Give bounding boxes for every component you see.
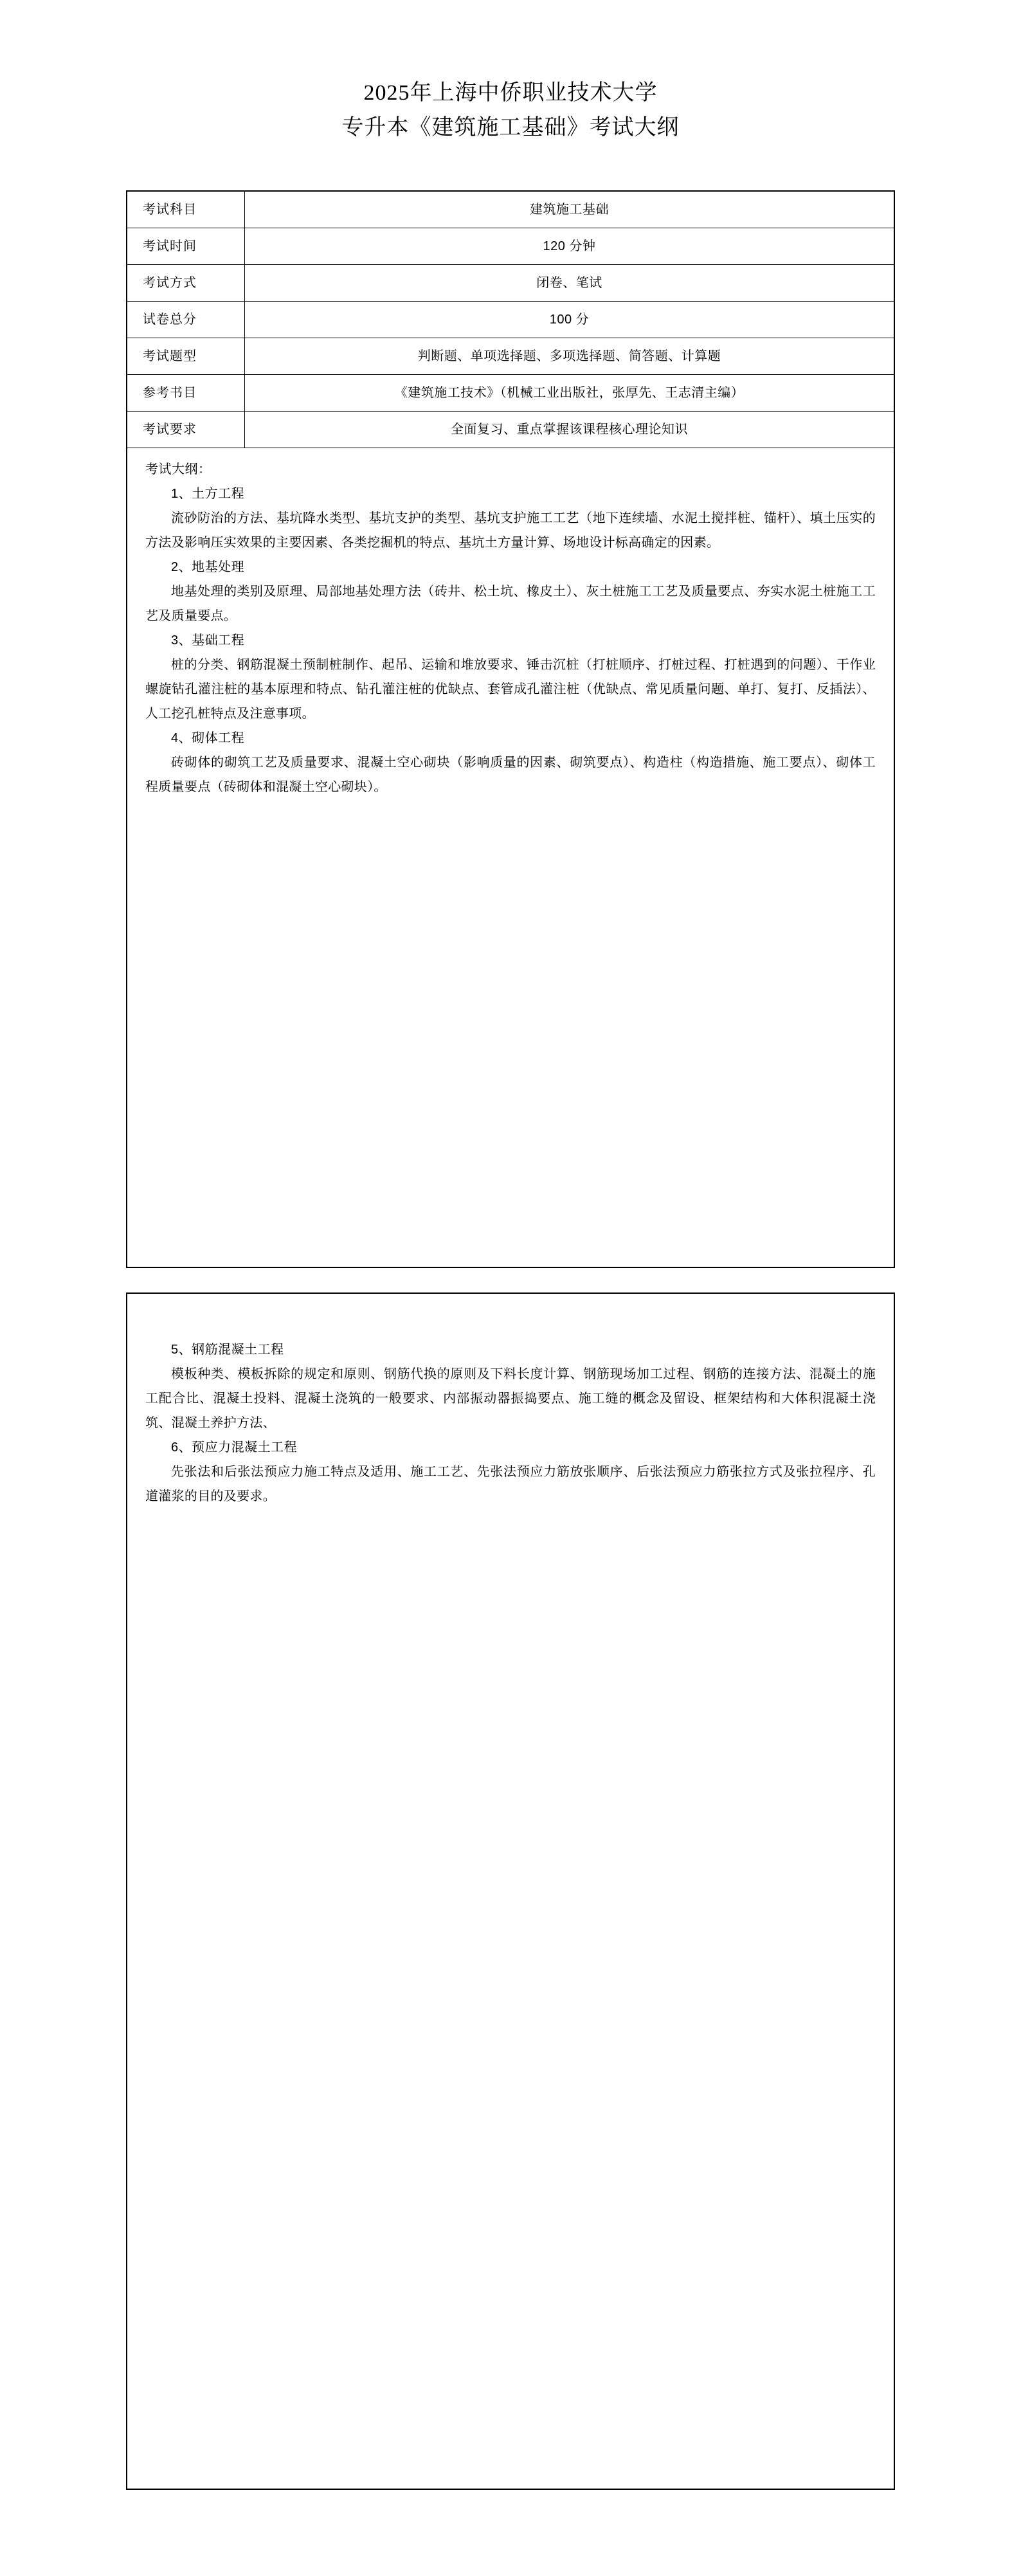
- table-row: [127, 265, 894, 302]
- table-row: [127, 228, 894, 265]
- section-heading-5: 5、钢筋混凝土工程: [171, 1343, 284, 1357]
- section-heading-1: 1、土方工程: [171, 487, 245, 501]
- exam-outline-body-page-2: [127, 1294, 894, 1515]
- info-label-question-types: 考试题型: [127, 338, 245, 375]
- info-label-duration: 考试时间: [127, 228, 245, 265]
- outline-heading: 考试大纲：: [145, 462, 212, 476]
- info-label-total-score: 试卷总分: [127, 302, 245, 338]
- exam-outline-body-page-1: [127, 448, 894, 806]
- section-heading-4: 4、砌体工程: [171, 731, 245, 745]
- section-body-2: 地基处理的类别及原理、局部地基处理方法（砖井、松土坑、橡皮土）、灰土桩施工工艺及质量要点、夯实水泥土桩施工工艺及质量要点。: [145, 585, 876, 623]
- info-value-requirement: 全面复习、重点掌握该课程核心理论知识: [245, 412, 894, 448]
- section-body-3: 桩的分类、钢筋混凝土预制桩制作、起吊、运输和堆放要求、锤击沉桩（打桩顺序、打桩过程、打桩遇到的问题）、干作业螺旋钻孔灌注桩的基本原理和特点、钻孔灌注桩的优缺点、套管成孔灌注桩（优缺点、常见质量问题、单打、复打、反插法）、人工挖孔桩特点及注意事项。: [145, 658, 876, 721]
- table-row: [127, 338, 894, 375]
- table-row: [127, 192, 894, 228]
- document-title-line-1: 2025年上海中侨职业技术大学: [363, 81, 658, 105]
- table-row: [127, 302, 894, 338]
- section-heading-6: 6、预应力混凝土工程: [171, 1440, 298, 1455]
- page-1-content-frame: [126, 190, 895, 1268]
- table-row: [127, 412, 894, 448]
- info-label-subject: 考试科目: [127, 192, 245, 228]
- section-heading-3: 3、基础工程: [171, 633, 245, 648]
- section-heading-2: 2、地基处理: [171, 560, 245, 574]
- document-title-block: [0, 76, 1021, 145]
- exam-info-table: [127, 192, 894, 448]
- info-label-method: 考试方式: [127, 265, 245, 302]
- info-value-method: 闭卷、笔试: [245, 265, 894, 302]
- table-row: [127, 375, 894, 412]
- info-value-total-score: 100 分: [245, 302, 894, 338]
- section-body-4: 砖砌体的砌筑工艺及质量要求、混凝土空心砌块（影响质量的因素、砌筑要点）、构造柱（构造措施、施工要点）、砌体工程质量要点（砖砌体和混凝土空心砌块）。: [145, 756, 876, 794]
- info-value-duration: 120 分钟: [245, 228, 894, 265]
- section-body-5: 模板种类、模板拆除的规定和原则、钢筋代换的原则及下料长度计算、钢筋现场加工过程、钢筋的连接方法、混凝土的施工配合比、混凝土投料、混凝土浇筑的一般要求、内部振动器振捣要点、施工缝的概念及留设、框架结构和大体积混凝土浇筑、混凝土养护方法、: [145, 1367, 876, 1430]
- info-label-reference-book: 参考书目: [127, 375, 245, 412]
- section-body-6: 先张法和后张法预应力施工特点及适用、施工工艺、先张法预应力筋放张顺序、后张法预应力筋张拉方式及张拉程序、孔道灌浆的目的及要求。: [145, 1465, 876, 1503]
- section-body-1: 流砂防治的方法、基坑降水类型、基坑支护的类型、基坑支护施工工艺（地下连续墙、水泥土搅拌桩、锚杆）、填土压实的方法及影响压实效果的主要因素、各类挖掘机的特点、基坑土方量计算、场地设计标高确定的因素。: [145, 511, 876, 550]
- info-value-question-types: 判断题、单项选择题、多项选择题、简答题、计算题: [245, 338, 894, 375]
- page-2-content-frame: [126, 1293, 895, 2490]
- info-value-reference-book: 《建筑施工技术》（机械工业出版社，张厚先、王志清主编）: [245, 375, 894, 412]
- document-title-line-2: 专升本《建筑施工基础》考试大纲: [341, 116, 680, 140]
- info-value-subject: 建筑施工基础: [245, 192, 894, 228]
- info-label-requirement: 考试要求: [127, 412, 245, 448]
